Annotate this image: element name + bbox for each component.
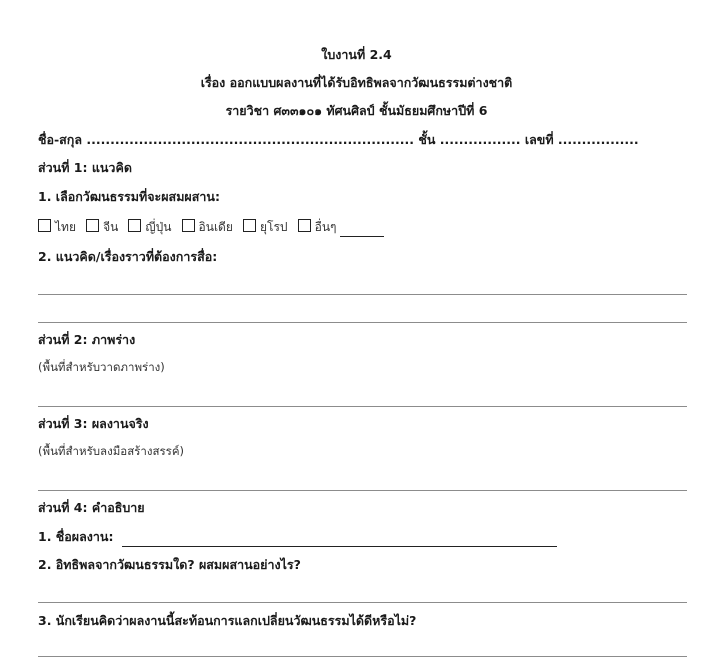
- section-divider: [38, 406, 687, 407]
- option-china[interactable]: จีน: [86, 218, 118, 237]
- worksheet-title: ใบงานที่ 2.4: [321, 47, 392, 62]
- part4-heading: ส่วนที่ 4: คำอธิบาย: [38, 500, 145, 515]
- checkbox-icon[interactable]: [298, 219, 311, 232]
- option-japan[interactable]: ญี่ปุ่น: [128, 218, 171, 237]
- option-other[interactable]: อื่นๆ: [298, 218, 385, 237]
- artwork-name-blank[interactable]: [122, 534, 557, 547]
- part4-question-1: 1. ชื่อผลงาน:: [38, 527, 557, 547]
- option-europe[interactable]: ยุโรป: [243, 218, 288, 237]
- part1-heading: ส่วนที่ 1: แนวคิด: [38, 160, 132, 175]
- answer-line[interactable]: [38, 656, 687, 657]
- part1-question-2: 2. แนวคิด/เรื่องราวที่ต้องการสื่อ:: [38, 249, 218, 264]
- student-info-line[interactable]: ชื่อ-สกุล ..................................................................... ชั้น ................. เลขที่ .................: [38, 132, 639, 147]
- checkbox-icon[interactable]: [86, 219, 99, 232]
- part4-question-2: 2. อิทธิพลจากวัฒนธรรมใด? ผสมผสานอย่างไร?: [38, 557, 301, 572]
- checkbox-icon[interactable]: [128, 219, 141, 232]
- checkbox-icon[interactable]: [38, 219, 51, 232]
- creation-area-note: (พื้นที่สำหรับลงมือสร้างสรรค์): [38, 444, 185, 458]
- course-info: รายวิชา ศ๓๓๑๐๑ ทัศนศิลป์ ชั้นมัธยมศึกษาปีที่ 6: [225, 103, 488, 118]
- option-thai[interactable]: ไทย: [38, 218, 76, 237]
- answer-line[interactable]: [38, 294, 687, 295]
- option-india[interactable]: อินเดีย: [182, 218, 233, 237]
- worksheet-subject: เรื่อง ออกแบบผลงานที่ได้รับอิทธิพลจากวัฒนธรรมต่างชาติ: [200, 75, 513, 90]
- part3-heading: ส่วนที่ 3: ผลงานจริง: [38, 416, 149, 431]
- culture-options: [38, 216, 389, 237]
- part4-question-3: 3. นักเรียนคิดว่าผลงานนี้สะท้อนการแลกเปลี่ยนวัฒนธรรมได้ดีหรือไม่?: [38, 613, 417, 628]
- other-culture-blank[interactable]: [340, 224, 384, 237]
- section-divider: [38, 490, 687, 491]
- answer-line[interactable]: [38, 602, 687, 603]
- part2-heading: ส่วนที่ 2: ภาพร่าง: [38, 332, 136, 347]
- sketch-area-note: (พื้นที่สำหรับวาดภาพร่าง): [38, 360, 165, 374]
- section-divider: [38, 322, 687, 323]
- checkbox-icon[interactable]: [182, 219, 195, 232]
- part1-question-1: 1. เลือกวัฒนธรรมที่จะผสมผสาน:: [38, 189, 220, 204]
- checkbox-icon[interactable]: [243, 219, 256, 232]
